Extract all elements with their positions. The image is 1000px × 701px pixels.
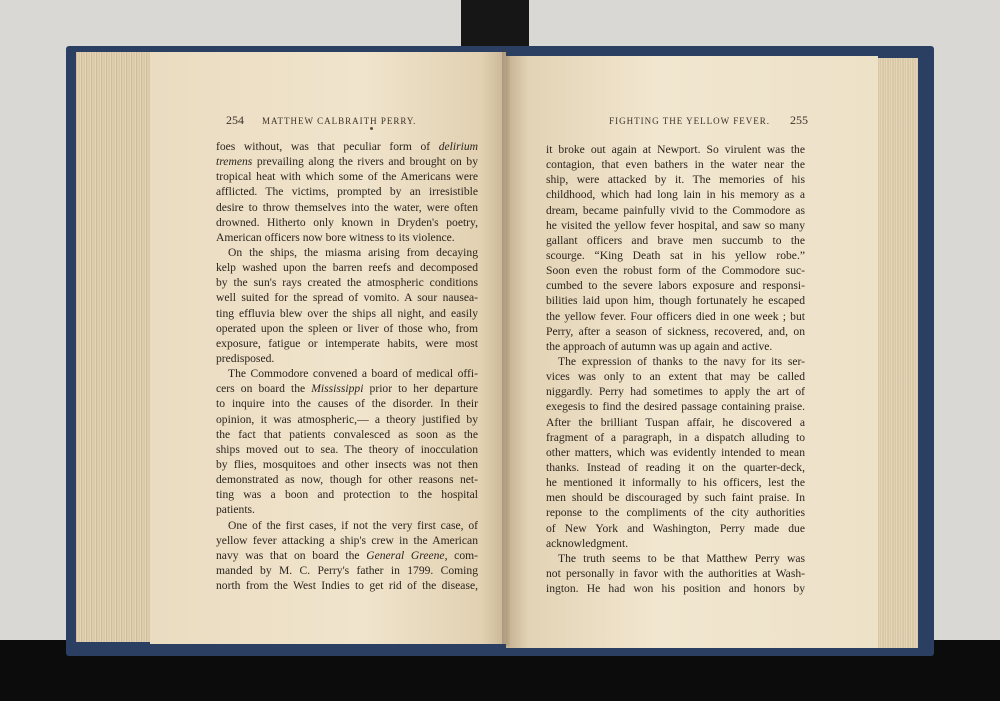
text-line bbox=[216, 518, 478, 533]
text-segment: other matters, which was evidently intended to mean bbox=[546, 445, 805, 459]
text-segment: com- bbox=[447, 548, 478, 562]
text-line bbox=[216, 230, 478, 245]
text-segment: kelp washed upon the barren reefs and decomposed bbox=[216, 261, 478, 275]
text-segment: cers on board the bbox=[216, 382, 312, 396]
text-segment: operated upon the spleen or liver of those who, from bbox=[216, 321, 478, 335]
text-line bbox=[546, 521, 805, 536]
text-segment: not personally in favor with the authorities at Wash- bbox=[546, 566, 805, 580]
text-segment: demonstrated as now, though for other reasons net- bbox=[216, 473, 478, 487]
text-line bbox=[546, 203, 805, 218]
text-line bbox=[216, 396, 478, 411]
text-segment: the fact that patients convalesced as soon as the bbox=[216, 427, 478, 441]
right-running-head bbox=[596, 113, 808, 129]
text-segment: by the sun's rays created the atmospheric conditions bbox=[216, 276, 478, 290]
text-line bbox=[216, 427, 478, 442]
text-line bbox=[546, 142, 805, 157]
text-line bbox=[546, 172, 805, 187]
text-segment: manded by M. C. Perry's father in 1799. Coming bbox=[216, 563, 478, 577]
text-line bbox=[216, 200, 478, 215]
text-segment: thanks. Instead of reading it on the quarter-deck, bbox=[546, 460, 805, 474]
text-segment: exposure, fatigue or intemperate habits, were most bbox=[216, 336, 478, 350]
text-line bbox=[546, 278, 805, 293]
text-segment: prior to her departure bbox=[363, 382, 478, 396]
text-line bbox=[216, 184, 478, 199]
text-segment: dream, became painfully vivid to the Commodore as bbox=[546, 203, 805, 217]
text-segment: north from the West Indies to get rid of the disease, bbox=[216, 579, 478, 593]
text-segment: he visited the yellow fever hospital, and saw so many bbox=[546, 218, 805, 232]
text-segment: cumbed to the severe labors exposure and responsi- bbox=[546, 279, 805, 293]
text-line bbox=[546, 233, 805, 248]
text-line bbox=[216, 336, 478, 351]
text-line bbox=[216, 502, 478, 517]
text-segment: contagion, that even bathers in the water near the bbox=[546, 158, 805, 172]
text-line bbox=[546, 566, 805, 581]
text-line bbox=[546, 218, 805, 233]
text-line bbox=[216, 457, 478, 472]
text-line bbox=[546, 263, 805, 278]
text-line bbox=[216, 366, 478, 381]
text-line bbox=[216, 260, 478, 275]
left-running-head bbox=[226, 113, 476, 129]
text-line bbox=[546, 415, 805, 430]
text-line bbox=[216, 275, 478, 290]
text-line bbox=[216, 487, 478, 502]
right-running-title: FIGHTING THE YELLOW FEVER. bbox=[609, 116, 770, 126]
text-line bbox=[216, 215, 478, 230]
text-segment: ting effluvia blew over the ships all night, and easily bbox=[216, 306, 478, 320]
text-line bbox=[216, 472, 478, 487]
text-line bbox=[216, 139, 478, 154]
text-segment: niggardly. Perry had sometimes to apply the art of bbox=[546, 385, 805, 399]
text-segment: well suited for the spread of vomito. A sour nausea- bbox=[216, 291, 478, 305]
text-line bbox=[216, 412, 478, 427]
text-line bbox=[216, 381, 478, 396]
text-segment: The expression of thanks to the navy for its ser- bbox=[558, 354, 805, 368]
text-segment: Perry, after a season of sickness, recovered, and, on bbox=[546, 324, 805, 338]
text-segment: men should be discouraged by such faint praise. In bbox=[546, 491, 805, 505]
italic-text: delirium bbox=[438, 140, 478, 153]
text-line bbox=[546, 505, 805, 520]
text-segment: afflicted. The victims, prompted by an irresistible bbox=[216, 185, 478, 199]
text-line bbox=[546, 536, 805, 551]
text-segment: fragment of a paragraph, in a dispatch alluding to bbox=[546, 430, 805, 444]
left-page-number: 254 bbox=[226, 113, 244, 127]
text-segment: On the ships, the miasma arising from decaying bbox=[228, 245, 478, 259]
text-segment: The truth seems to be that Matthew Perry was bbox=[558, 551, 805, 565]
right-page-text bbox=[546, 142, 805, 596]
text-line bbox=[216, 563, 478, 578]
text-line bbox=[546, 309, 805, 324]
text-segment: ships moved out to sea. The theory of inocculation bbox=[216, 442, 478, 456]
text-line bbox=[216, 578, 478, 593]
text-line bbox=[546, 354, 805, 369]
text-line bbox=[216, 306, 478, 321]
text-line bbox=[216, 351, 478, 366]
text-segment: Soon even the robust form of the Commodore suc- bbox=[546, 264, 805, 278]
text-segment: After the brilliant Tuspan affair, he discovered a bbox=[546, 415, 805, 429]
text-segment: vices was only to an extent that may be called bbox=[546, 370, 805, 384]
text-segment: The Commodore convened a board of medical offi- bbox=[228, 367, 478, 381]
text-segment: predisposed. bbox=[216, 351, 275, 365]
text-segment: yellow fever attacking a ship's crew in the American bbox=[216, 533, 478, 547]
text-segment: gallant officers and brave men succumb to the bbox=[546, 233, 805, 247]
text-line bbox=[546, 293, 805, 308]
text-segment: scourge. “King Death sat in his yellow robe.” bbox=[546, 248, 805, 262]
text-segment: One of the first cases, if not the very first case, of bbox=[228, 518, 478, 532]
text-line bbox=[546, 369, 805, 384]
text-segment: bilities laid upon him, though fortunately he escaped bbox=[546, 294, 805, 308]
text-line bbox=[546, 248, 805, 263]
text-line bbox=[216, 245, 478, 260]
text-line bbox=[216, 321, 478, 336]
text-line bbox=[546, 460, 805, 475]
text-segment: desire to throw themselves into the water, were often bbox=[216, 200, 478, 214]
text-line bbox=[546, 187, 805, 202]
text-segment: patients. bbox=[216, 503, 255, 517]
text-line bbox=[546, 339, 805, 354]
text-line bbox=[546, 324, 805, 339]
left-page-text bbox=[216, 139, 478, 593]
text-line bbox=[216, 169, 478, 184]
text-segment: childhood, which had long lain in his memory as a bbox=[546, 188, 805, 202]
text-line bbox=[546, 551, 805, 566]
text-line bbox=[546, 445, 805, 460]
text-segment: ship, were attacked by it. The memories of his bbox=[546, 173, 805, 187]
text-line bbox=[546, 157, 805, 172]
text-segment: navy was that on board the bbox=[216, 548, 367, 562]
text-segment: foes without, was that peculiar form of bbox=[216, 140, 439, 153]
text-line bbox=[546, 490, 805, 505]
text-line bbox=[546, 384, 805, 399]
text-line bbox=[216, 154, 478, 169]
text-segment: of New York and Washington, Perry made due bbox=[546, 521, 805, 535]
italic-text: tremens bbox=[216, 155, 253, 169]
text-segment: the approach of autumn was up again and active. bbox=[546, 339, 773, 353]
right-page-number: 255 bbox=[790, 113, 808, 127]
text-line bbox=[546, 430, 805, 445]
ink-speck bbox=[370, 127, 373, 130]
text-line bbox=[546, 581, 805, 596]
text-segment: ting was a boon and protection to the hospital bbox=[216, 488, 478, 502]
text-line bbox=[216, 548, 478, 563]
text-segment: to inquire into the causes of the disorder. In their bbox=[216, 397, 478, 411]
text-line bbox=[216, 290, 478, 305]
italic-text: Mississippi bbox=[311, 382, 364, 396]
text-segment: acknowledgment. bbox=[546, 536, 629, 550]
text-segment: by flies, mosquitoes and other insects was not then bbox=[216, 457, 478, 471]
text-line bbox=[546, 399, 805, 414]
text-segment: American officers now bore witness to its violence. bbox=[216, 230, 455, 244]
book-gutter bbox=[502, 50, 510, 646]
text-segment: tropical heat with which some of the Americans were bbox=[216, 170, 478, 184]
text-line bbox=[216, 533, 478, 548]
text-segment: it broke out again at Newport. So virulent was the bbox=[546, 143, 805, 156]
italic-text: General Greene, bbox=[366, 548, 448, 562]
left-running-title: MATTHEW CALBRAITH PERRY. bbox=[262, 116, 417, 126]
text-segment: opinion, it was atmospheric,— a theory justified by bbox=[216, 412, 478, 426]
right-page-edges bbox=[876, 58, 918, 648]
text-line bbox=[546, 475, 805, 490]
text-segment: the yellow fever. Four officers died in one week ; but bbox=[546, 309, 805, 323]
text-segment: exegesis to find the desired passage containing praise. bbox=[546, 400, 805, 414]
left-page-edges bbox=[76, 52, 152, 642]
text-segment: prevailing along the rivers and brought on by bbox=[252, 155, 478, 169]
text-segment: he mentioned it informally to his officers, lest the bbox=[546, 476, 805, 490]
text-segment: drowned. Hitherto only known in Dryden's poetry, bbox=[216, 215, 478, 229]
text-segment: ington. He had won his position and honors by bbox=[546, 582, 805, 596]
text-segment: reponse to the compliments of the city authorities bbox=[546, 506, 805, 520]
text-line bbox=[216, 442, 478, 457]
